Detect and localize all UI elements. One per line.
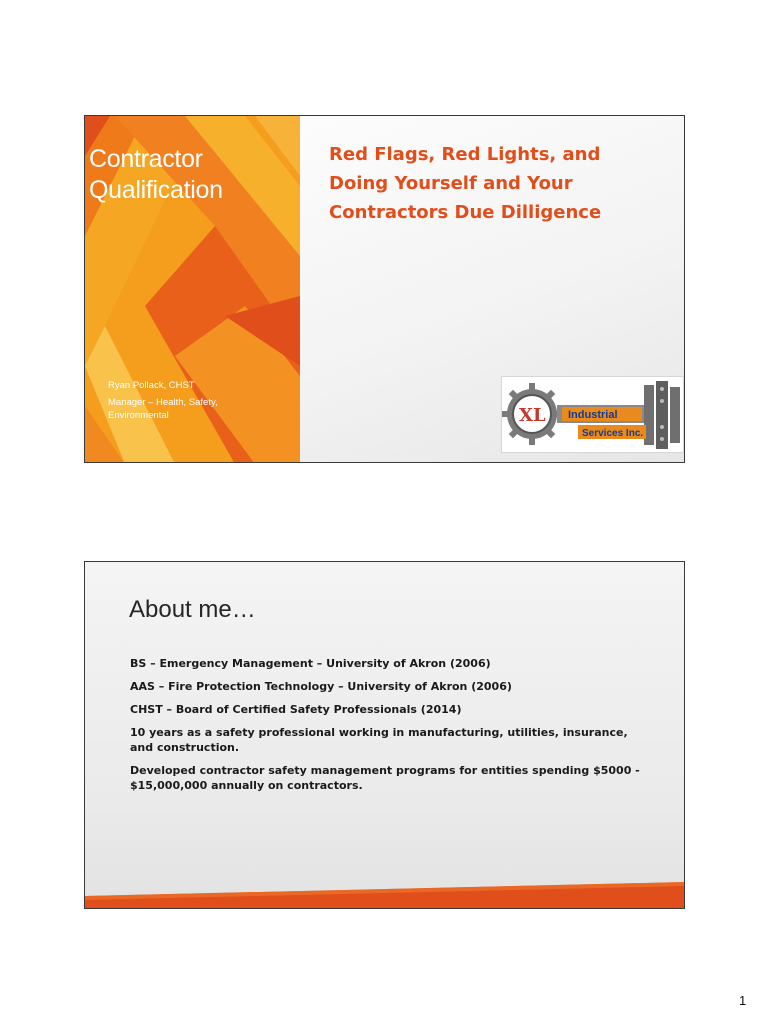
- logo-letters: XL: [519, 405, 546, 426]
- title-line-1: Contractor: [89, 145, 203, 173]
- orange-footer-bar: [85, 868, 684, 908]
- logo-word-1: Industrial: [568, 409, 618, 421]
- logo-word-2: Services Inc.: [582, 428, 644, 439]
- author-role: Manager – Health, Safety, Environmental: [108, 397, 218, 421]
- slide-subtitle: Red Flags, Red Lights, and Doing Yourself and Your Contractors Due Dilligence: [329, 144, 602, 223]
- list-item: Developed contractor safety management programs for entities spending $5000 - $15,000,000 annually on contractors.: [130, 764, 640, 792]
- title-line-2: Qualification: [89, 176, 223, 204]
- about-title: About me…: [129, 596, 256, 623]
- about-slide: [84, 561, 685, 909]
- company-logo: [501, 376, 684, 453]
- title-slide: [84, 115, 685, 463]
- list-item: 10 years as a safety professional working in manufacturing, utilities, insurance, and construction.: [130, 726, 628, 754]
- page-number: 1: [739, 993, 747, 1008]
- list-item: BS – Emergency Management – University of Akron (2006): [130, 657, 491, 670]
- slide-title: [89, 144, 223, 206]
- author-block: [108, 379, 248, 426]
- list-item: AAS – Fire Protection Technology – University of Akron (2006): [130, 680, 512, 693]
- author-name: Ryan Pollack, CHST: [108, 380, 195, 391]
- about-list: [130, 656, 640, 801]
- list-item: CHST – Board of Certified Safety Professionals (2014): [130, 703, 462, 716]
